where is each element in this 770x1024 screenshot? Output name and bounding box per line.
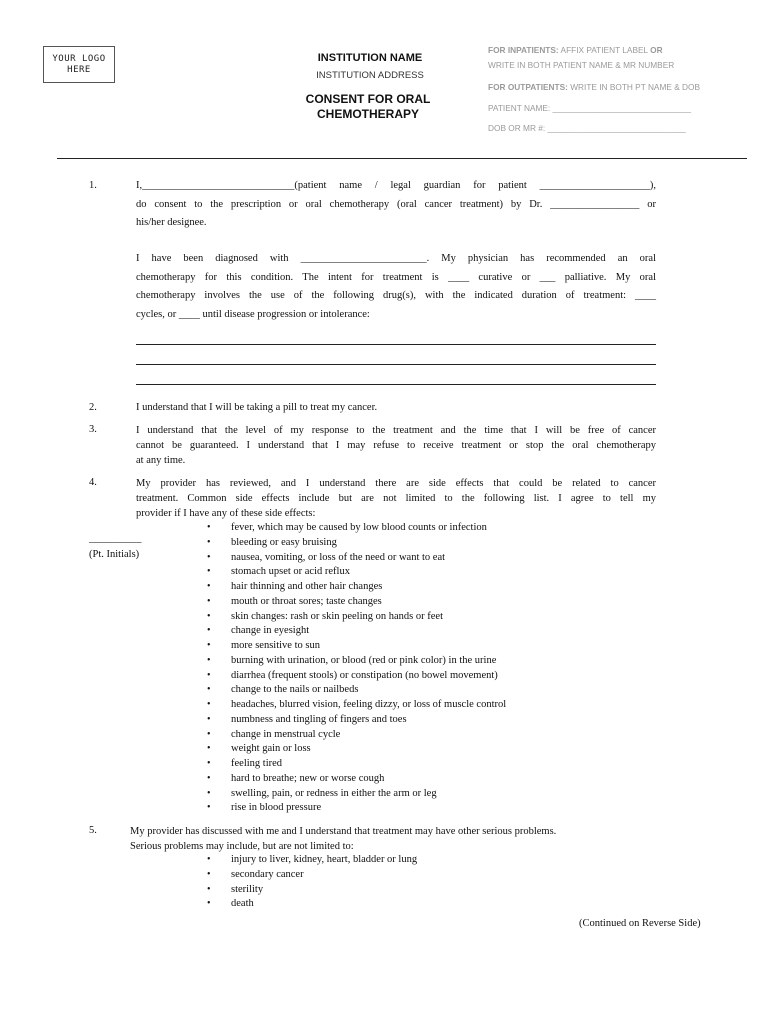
side-effect-text: change to the nails or nailbeds xyxy=(231,684,359,696)
patient-label-area xyxy=(488,45,718,140)
patient-initials-field[interactable]: __________ xyxy=(89,533,142,544)
list-item xyxy=(207,742,506,757)
bullet-icon: • xyxy=(207,883,211,895)
bullet-icon: • xyxy=(207,758,211,769)
header-divider xyxy=(57,158,747,159)
drug-entry-line-3[interactable] xyxy=(136,384,656,385)
section4-line3: provider if I have any of these side effects: xyxy=(136,508,316,519)
list-item xyxy=(207,536,506,551)
side-effect-text: diarrhea (frequent stools) or constipation (no bowel movement) xyxy=(231,669,498,681)
side-effect-text: change in eyesight xyxy=(231,625,310,637)
outpatients-text: WRITE IN BOTH PT NAME & DOB xyxy=(567,82,701,92)
section4-number: 4. xyxy=(89,477,97,488)
side-effect-text: burning with urination, or blood (red or pink color) in the urine xyxy=(231,654,497,666)
patient-initials-label: (Pt. Initials) xyxy=(89,549,140,560)
drug-entry-line-1[interactable] xyxy=(136,344,656,345)
section2-line: I understand that I will be taking a pill to treat my cancer. xyxy=(136,402,378,413)
institution-name: INSTITUTION NAME xyxy=(317,52,423,64)
list-item xyxy=(207,669,506,684)
list-item xyxy=(207,654,506,669)
serious-problem-text: secondary cancer xyxy=(231,868,304,880)
bullet-icon: • xyxy=(207,699,211,710)
bullet-icon: • xyxy=(207,654,211,666)
side-effect-text: weight gain or loss xyxy=(231,743,311,755)
section4-text xyxy=(136,476,656,521)
list-item xyxy=(207,698,506,713)
inpatients-text: AFFIX PATIENT LABEL xyxy=(558,45,651,55)
list-item xyxy=(207,853,417,868)
document-title-line2: CHEMOTHERAPY xyxy=(316,107,419,121)
side-effect-text: skin changes: rash or skin peeling on hands or feet xyxy=(231,610,443,622)
logo-text-line2: HERE xyxy=(67,64,91,75)
list-item xyxy=(207,595,506,610)
bullet-icon: • xyxy=(207,625,211,637)
bullet-icon: • xyxy=(207,802,211,814)
document-title-line1: CONSENT FOR ORAL xyxy=(305,92,431,106)
list-item xyxy=(207,772,506,787)
list-item xyxy=(207,580,506,595)
side-effect-text: rise in blood pressure xyxy=(231,802,322,814)
list-item xyxy=(207,713,506,728)
section2-text xyxy=(136,399,656,418)
section3-number: 3. xyxy=(89,424,97,435)
section1-line3: his/her designee. xyxy=(136,217,207,228)
serious-problems-list xyxy=(207,853,417,912)
section3-line3: at any time. xyxy=(136,455,186,466)
side-effect-text: change in menstrual cycle xyxy=(231,728,341,740)
outpatients-prefix: FOR OUTPATIENTS: xyxy=(488,82,568,92)
section1-line1[interactable]: I,_____________________________(patient name / legal guardian for patient _____________________), xyxy=(136,180,656,191)
bullet-icon: • xyxy=(207,581,211,592)
list-item xyxy=(207,565,506,580)
diagnosis-line1[interactable]: I have been diagnosed with ________________________. My physician has recommended an oral xyxy=(136,253,656,264)
bullet-icon: • xyxy=(207,684,211,696)
dob-mr-field[interactable]: DOB OR MR #: ______________________________ xyxy=(488,123,686,133)
bullet-icon: • xyxy=(207,854,211,865)
section3-text xyxy=(136,423,656,468)
list-item xyxy=(207,551,506,566)
section3-line2: cannot be guaranteed. I understand that I may refuse to receive treatment or stop the oral chemotherapy xyxy=(136,440,656,451)
inpatients-or: OR xyxy=(650,45,663,55)
bullet-icon: • xyxy=(207,787,211,799)
section1-number: 1. xyxy=(89,180,97,191)
side-effect-text: stomach upset or acid reflux xyxy=(231,566,350,578)
side-effect-text: mouth or throat sores; taste changes xyxy=(231,595,382,607)
document-title xyxy=(283,92,453,122)
bullet-icon: • xyxy=(207,898,211,910)
section4-line1: My provider has reviewed, and I understand there are side effects that could be related to cancer xyxy=(136,478,656,489)
inpatients-instruction-line2: WRITE IN BOTH PATIENT NAME & MR NUMBER xyxy=(488,60,675,70)
bullet-icon: • xyxy=(207,743,211,755)
section5-line2: Serious problems may include, but are not limited to: xyxy=(130,841,354,852)
drug-entry-line-2[interactable] xyxy=(136,364,656,365)
section5-line1: My provider has discussed with me and I understand that treatment may have other serious problems. xyxy=(130,826,557,837)
bullet-icon: • xyxy=(207,536,211,548)
section5-number: 5. xyxy=(89,825,97,836)
section1-line2[interactable]: do consent to the prescription or oral chemotherapy (oral cancer treatment) by Dr. _________________ or xyxy=(136,198,656,210)
patient-name-field[interactable]: PATIENT NAME: ______________________________ xyxy=(488,103,691,113)
section4-line2: treatment. Common side effects include but are not limited to the following list. I agree to tell my xyxy=(136,493,656,504)
side-effect-text: fever, which may be caused by low blood counts or infection xyxy=(231,522,487,533)
serious-problem-text: sterility xyxy=(231,883,264,895)
inpatients-prefix: FOR INPATIENTS: xyxy=(488,45,559,55)
list-item xyxy=(207,868,417,883)
institution-address: INSTITUTION ADDRESS xyxy=(316,70,424,81)
bullet-icon: • xyxy=(207,669,211,681)
outpatients-instruction xyxy=(488,82,700,92)
diagnosis-line3[interactable]: chemotherapy involves the use of the following drug(s), with the indicated duration of treatment: ____ xyxy=(136,290,656,301)
list-item xyxy=(207,897,417,912)
logo-text-line1: YOUR LOGO xyxy=(52,53,106,64)
bullet-icon: • xyxy=(207,868,211,880)
bullet-icon: • xyxy=(207,728,211,740)
side-effect-text: swelling, pain, or redness in either the arm or leg xyxy=(231,787,437,799)
bullet-icon: • xyxy=(207,566,211,578)
side-effect-text: feeling tired xyxy=(231,758,283,769)
bullet-icon: • xyxy=(207,551,211,563)
diagnosis-line2[interactable]: chemotherapy for this condition. The intent for treatment is ____ curative or ___ palliative. My oral xyxy=(136,271,656,283)
side-effect-text: numbness and tingling of fingers and toes xyxy=(231,713,407,725)
side-effect-text: hair thinning and other hair changes xyxy=(231,581,383,592)
side-effect-text: more sensitive to sun xyxy=(231,640,320,651)
section1-diagnosis-text xyxy=(136,250,656,324)
list-item xyxy=(207,610,506,625)
list-item xyxy=(207,787,506,802)
list-item xyxy=(207,757,506,772)
side-effects-list xyxy=(207,521,506,816)
bullet-icon: • xyxy=(207,595,211,607)
side-effect-text: nausea, vomiting, or loss of the need or want to eat xyxy=(231,551,446,563)
list-item xyxy=(207,639,506,654)
bullet-icon: • xyxy=(207,772,211,784)
logo-placeholder xyxy=(43,46,115,83)
list-item xyxy=(207,683,506,698)
section5-text xyxy=(130,824,670,854)
section2-number: 2. xyxy=(89,402,97,413)
list-item xyxy=(207,801,506,816)
bullet-icon: • xyxy=(207,640,211,651)
section3-line1: I understand that the level of my response to the treatment and the time that I will be free of cancer xyxy=(136,425,656,436)
side-effect-text: bleeding or easy bruising xyxy=(231,536,337,548)
side-effect-text: hard to breathe; new or worse cough xyxy=(231,772,385,784)
bullet-icon: • xyxy=(207,713,211,725)
list-item xyxy=(207,883,417,898)
continued-note: (Continued on Reverse Side) xyxy=(579,918,701,929)
bullet-icon: • xyxy=(207,610,211,622)
section1-consent-text xyxy=(136,177,656,233)
inpatients-instruction xyxy=(488,45,663,55)
diagnosis-line4[interactable]: cycles, or ____ until disease progression or intolerance: xyxy=(136,308,370,320)
list-item xyxy=(207,521,506,536)
serious-problem-text: injury to liver, kidney, heart, bladder or lung xyxy=(231,854,418,865)
bullet-icon: • xyxy=(207,522,211,533)
serious-problem-text: death xyxy=(231,898,254,910)
list-item xyxy=(207,624,506,639)
list-item xyxy=(207,728,506,743)
side-effect-text: headaches, blurred vision, feeling dizzy, or loss of muscle control xyxy=(231,699,507,710)
